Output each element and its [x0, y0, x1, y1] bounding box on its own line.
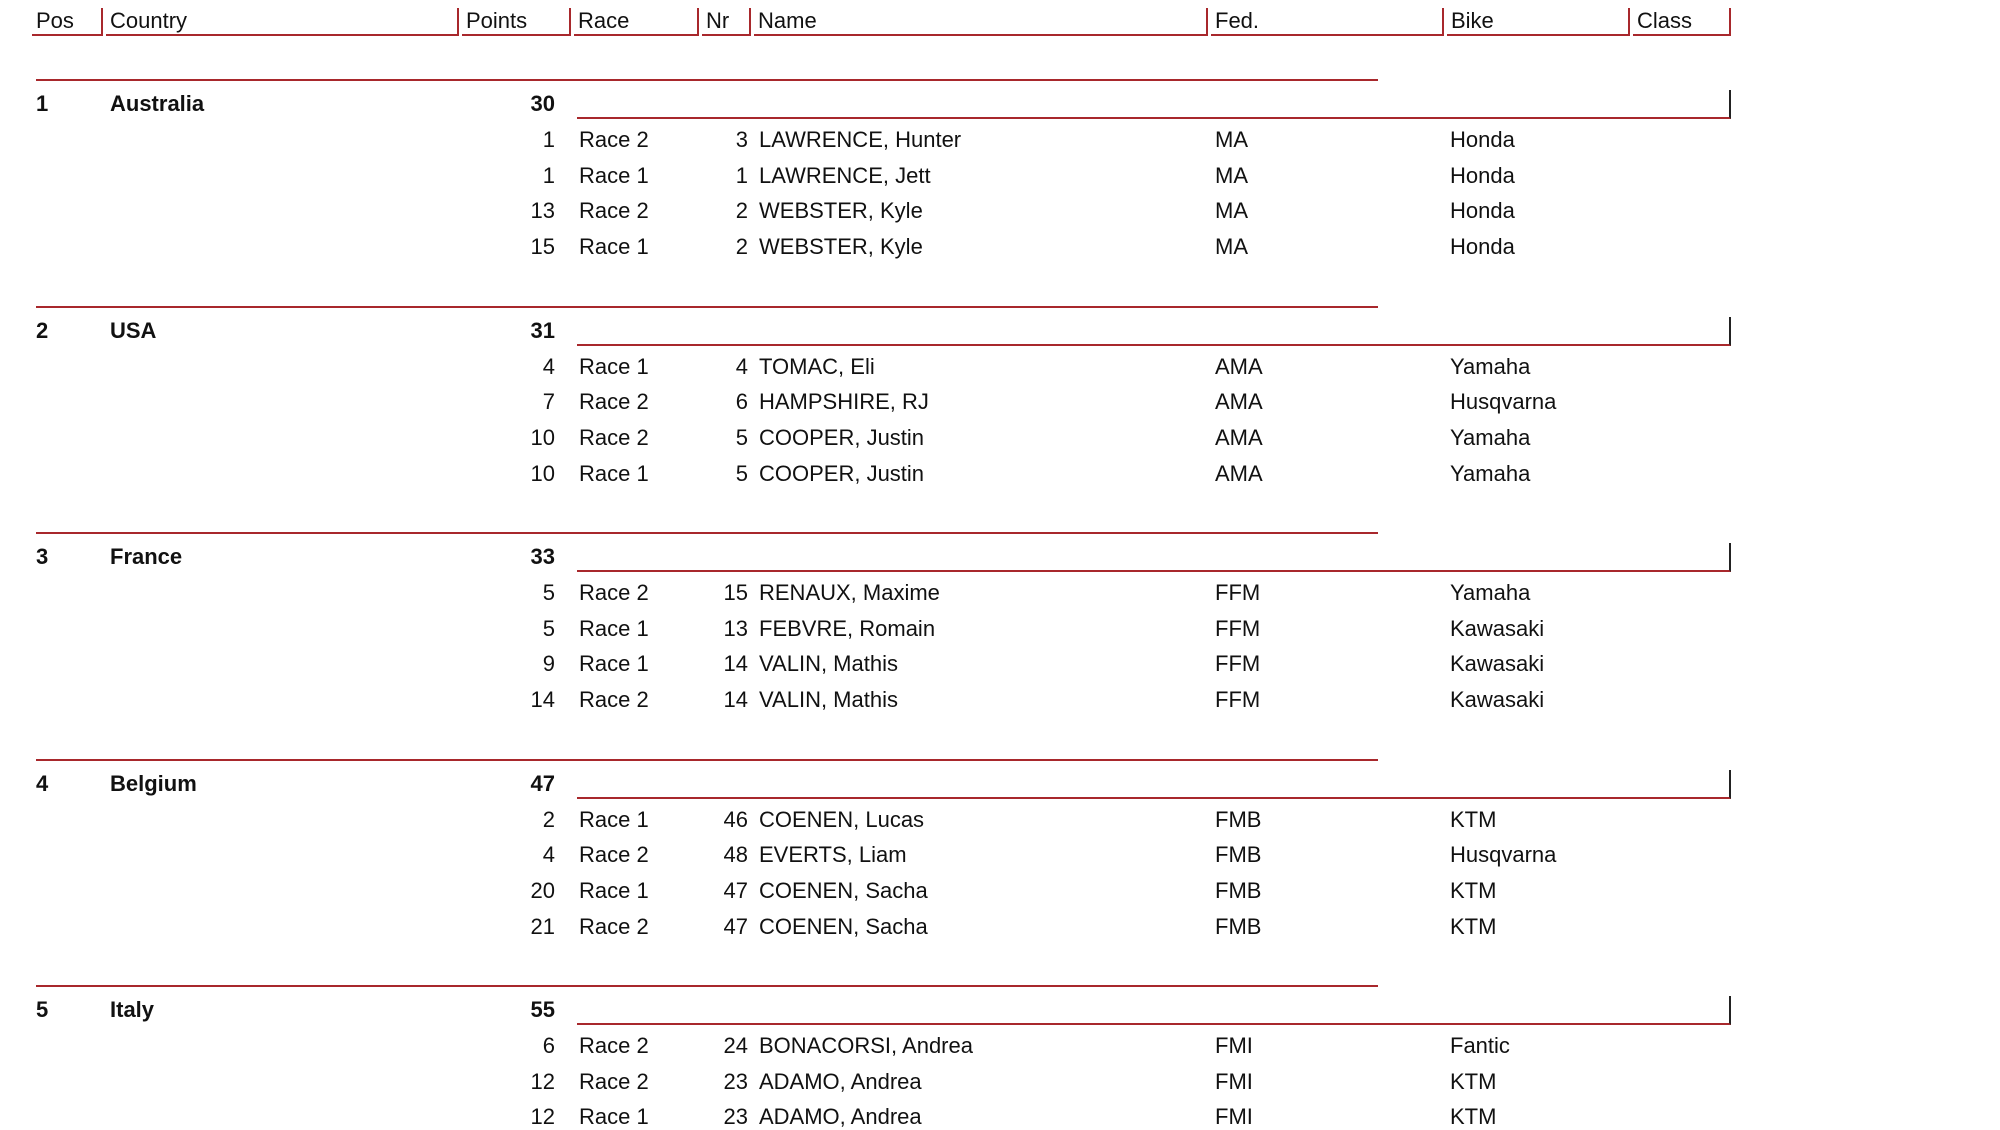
row-fed: FMI — [1215, 1068, 1253, 1094]
row-name: VALIN, Mathis — [759, 687, 898, 713]
row-name: WEBSTER, Kyle — [759, 234, 923, 260]
row-bike: Husqvarna — [1450, 389, 1557, 415]
row-race: Race 2 — [579, 913, 649, 939]
group-divider — [36, 759, 1378, 761]
row-nr: 47 — [723, 913, 748, 939]
row-fed: MA — [1215, 162, 1248, 188]
row-race: Race 1 — [579, 234, 649, 260]
row-race: Race 1 — [579, 460, 649, 486]
row-name: EVERTS, Liam — [759, 842, 907, 868]
row-race: Race 2 — [579, 127, 649, 152]
row-fed: FMB — [1215, 913, 1262, 939]
group-divider — [36, 532, 1378, 534]
row-bike: Kawasaki — [1450, 615, 1545, 641]
row-bike: KTM — [1450, 877, 1497, 903]
row-points: 13 — [530, 198, 555, 224]
row-race: Race 2 — [579, 1033, 649, 1058]
row-race: Race 1 — [579, 877, 649, 903]
row-nr: 23 — [723, 1104, 748, 1130]
row-nr: 15 — [723, 580, 748, 605]
group-country: Italy — [110, 997, 155, 1022]
row-nr: 1 — [735, 162, 748, 188]
group-bracket — [577, 543, 1731, 572]
row-fed: FMI — [1215, 1104, 1253, 1130]
row-points: 15 — [530, 234, 555, 260]
group-pos: 2 — [36, 317, 49, 343]
group-pos: 3 — [36, 544, 49, 569]
row-race: Race 2 — [579, 424, 649, 450]
row-race: Race 2 — [579, 389, 649, 415]
row-points: 5 — [542, 580, 555, 605]
row-name: COENEN, Sacha — [759, 913, 928, 939]
row-nr: 47 — [723, 877, 748, 903]
row-race: Race 1 — [579, 353, 649, 379]
row-bike: Yamaha — [1450, 353, 1531, 379]
row-nr: 46 — [723, 806, 748, 832]
row-nr: 3 — [735, 127, 748, 152]
row-points: 1 — [542, 162, 555, 188]
col-header-bike[interactable]: Bike — [1447, 8, 1630, 36]
row-name: RENAUX, Maxime — [759, 580, 940, 605]
col-header-fed[interactable]: Fed. — [1211, 8, 1444, 36]
row-fed: FMB — [1215, 842, 1262, 868]
group-bracket — [577, 996, 1731, 1025]
row-bike: KTM — [1450, 1068, 1497, 1094]
col-header-points[interactable]: Points — [462, 8, 571, 36]
group-total-points: 30 — [530, 91, 555, 116]
col-header-name[interactable]: Name — [754, 8, 1208, 36]
row-bike: Honda — [1450, 162, 1515, 188]
row-points: 1 — [542, 127, 555, 152]
row-points: 12 — [530, 1104, 555, 1130]
row-nr: 48 — [723, 842, 748, 868]
row-race: Race 2 — [579, 198, 649, 224]
group-divider — [36, 985, 1378, 987]
group-divider — [36, 79, 1378, 81]
row-race: Race 1 — [579, 806, 649, 832]
row-name: COENEN, Lucas — [759, 806, 925, 832]
row-name: BONACORSI, Andrea — [759, 1033, 973, 1058]
row-fed: MA — [1215, 234, 1248, 260]
row-bike: KTM — [1450, 913, 1497, 939]
row-nr: 14 — [723, 651, 748, 677]
row-race: Race 2 — [579, 1068, 649, 1094]
row-name: VALIN, Mathis — [759, 651, 898, 677]
row-fed: MA — [1215, 198, 1248, 224]
row-bike: KTM — [1450, 1104, 1497, 1130]
col-header-class[interactable]: Class — [1633, 8, 1731, 36]
row-nr: 14 — [723, 687, 748, 713]
row-bike: Yamaha — [1450, 580, 1531, 605]
row-race: Race 1 — [579, 651, 649, 677]
row-fed: FFM — [1215, 580, 1261, 605]
row-race: Race 1 — [579, 615, 649, 641]
row-fed: AMA — [1215, 389, 1263, 415]
row-points: 21 — [530, 913, 555, 939]
row-points: 2 — [542, 806, 555, 832]
row-name: ADAMO, Andrea — [759, 1104, 922, 1130]
group-total-points: 55 — [530, 997, 555, 1022]
row-name: COENEN, Sacha — [759, 877, 928, 903]
row-name: COOPER, Justin — [759, 460, 925, 486]
row-name: LAWRENCE, Jett — [759, 162, 931, 188]
col-header-pos[interactable]: Pos — [32, 8, 103, 36]
row-fed: FMI — [1215, 1033, 1253, 1058]
group-total-points: 31 — [530, 317, 555, 343]
row-name: WEBSTER, Kyle — [759, 198, 923, 224]
row-bike: KTM — [1450, 806, 1497, 832]
row-nr: 5 — [735, 424, 748, 450]
col-header-nr[interactable]: Nr — [702, 8, 751, 36]
col-header-race[interactable]: Race — [574, 8, 699, 36]
row-race: Race 2 — [579, 580, 649, 605]
row-race: Race 1 — [579, 162, 649, 188]
row-race: Race 2 — [579, 687, 649, 713]
row-fed: AMA — [1215, 424, 1263, 450]
row-points: 14 — [530, 687, 555, 713]
row-points: 10 — [530, 460, 555, 486]
row-bike: Honda — [1450, 198, 1515, 224]
row-points: 7 — [542, 389, 555, 415]
row-fed: MA — [1215, 127, 1248, 152]
row-bike: Yamaha — [1450, 424, 1531, 450]
row-nr: 2 — [735, 234, 748, 260]
row-points: 4 — [542, 842, 555, 868]
row-nr: 5 — [735, 460, 748, 486]
row-nr: 24 — [723, 1033, 748, 1058]
row-nr: 23 — [723, 1068, 748, 1094]
row-points: 6 — [542, 1033, 555, 1058]
row-name: FEBVRE, Romain — [759, 615, 936, 641]
row-nr: 4 — [735, 353, 748, 379]
row-fed: FFM — [1215, 651, 1261, 677]
row-nr: 6 — [735, 389, 748, 415]
group-pos: 1 — [36, 91, 49, 116]
group-country: Australia — [110, 91, 205, 116]
group-total-points: 33 — [530, 544, 555, 569]
row-name: HAMPSHIRE, RJ — [759, 389, 929, 415]
group-divider — [36, 306, 1378, 308]
row-name: LAWRENCE, Hunter — [759, 127, 962, 152]
row-name: ADAMO, Andrea — [759, 1068, 922, 1094]
row-points: 10 — [530, 424, 555, 450]
group-bracket — [577, 770, 1731, 799]
row-nr: 2 — [735, 198, 748, 224]
row-points: 20 — [530, 877, 555, 903]
group-pos: 4 — [36, 770, 49, 796]
row-name: TOMAC, Eli — [759, 353, 875, 379]
row-bike: Fantic — [1450, 1033, 1510, 1058]
group-pos: 5 — [36, 997, 49, 1022]
row-bike: Kawasaki — [1450, 687, 1545, 713]
group-country: Belgium — [110, 770, 197, 796]
row-bike: Husqvarna — [1450, 842, 1557, 868]
col-header-country[interactable]: Country — [106, 8, 459, 36]
row-bike: Honda — [1450, 127, 1515, 152]
row-fed: FMB — [1215, 806, 1262, 832]
row-points: 12 — [530, 1068, 555, 1094]
group-bracket — [577, 317, 1731, 346]
group-country: France — [110, 544, 183, 569]
row-fed: FFM — [1215, 687, 1261, 713]
row-points: 4 — [542, 353, 555, 379]
row-points: 9 — [542, 651, 555, 677]
row-bike: Kawasaki — [1450, 651, 1545, 677]
row-race: Race 1 — [579, 1104, 649, 1130]
group-country: USA — [110, 317, 157, 343]
row-fed: AMA — [1215, 460, 1263, 486]
row-nr: 13 — [723, 615, 748, 641]
row-race: Race 2 — [579, 842, 649, 868]
row-bike: Yamaha — [1450, 460, 1531, 486]
row-name: COOPER, Justin — [759, 424, 925, 450]
row-bike: Honda — [1450, 234, 1515, 260]
group-total-points: 47 — [530, 770, 555, 796]
group-bracket — [577, 90, 1731, 119]
row-fed: FMB — [1215, 877, 1262, 903]
row-fed: AMA — [1215, 353, 1263, 379]
row-points: 5 — [542, 615, 555, 641]
row-fed: FFM — [1215, 615, 1261, 641]
